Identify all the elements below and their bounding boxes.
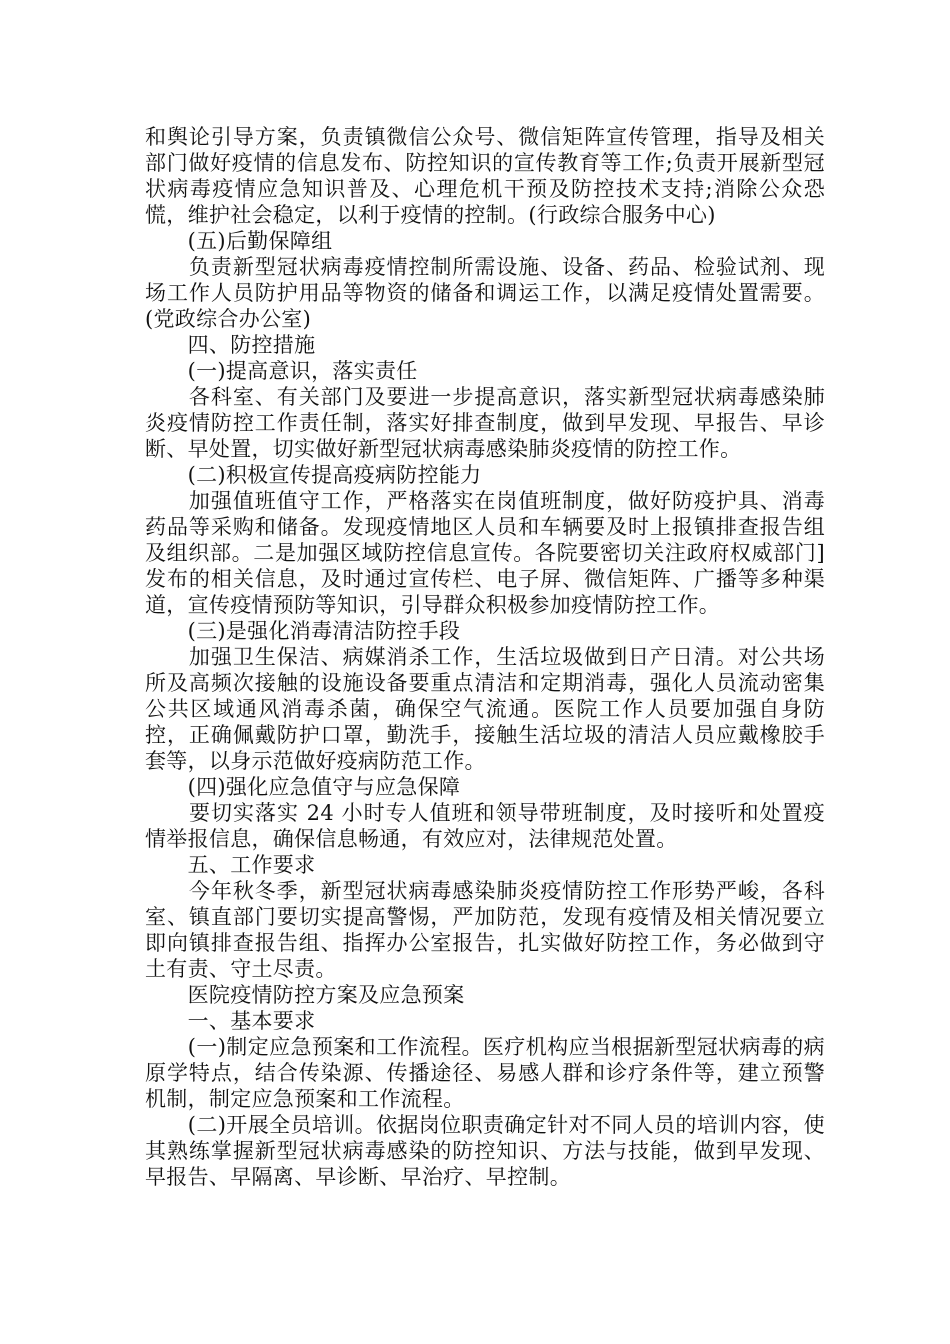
section-heading: (一)提高意识，落实责任 bbox=[145, 359, 418, 383]
section-heading: 一、基本要求 bbox=[145, 1009, 316, 1033]
section-heading: (三)是强化消毒清洁防控手段 bbox=[145, 619, 461, 643]
document-body bbox=[145, 124, 825, 1190]
section-heading: (四)强化应急值守与应急保障 bbox=[145, 775, 461, 799]
paragraph: 负责新型冠状病毒疫情控制所需设施、设备、药品、检验试剂、现场工作人员防护用品等物资的储备和调运工作，以满足疫情处置需要。(党政综合办公室) bbox=[145, 255, 825, 331]
paragraph: (一)制定应急预案和工作流程。医疗机构应当根据新型冠状病毒的病原学特点，结合传染源、传播途径、易感人群和诊疗条件等，建立预警机制，制定应急预案和工作流程。 bbox=[145, 1035, 825, 1111]
section-heading: 四、防控措施 bbox=[145, 333, 316, 357]
paragraph: (二)开展全员培训。依据岗位职责确定针对不同人员的培训内容，使其熟练掌握新型冠状病毒感染的防控知识、方法与技能，做到早发现、早报告、早隔离、早诊断、早治疗、早控制。 bbox=[145, 1113, 825, 1189]
section-heading: 五、工作要求 bbox=[145, 853, 316, 877]
paragraph: 和舆论引导方案，负责镇微信公众号、微信矩阵宣传管理，指导及相关部门做好疫情的信息发布、防控知识的宣传教育等工作;负责开展新型冠状病毒疫情应急知识普及、心理危机干预及防控技术支持;消除公众恐慌，维护社会稳定，以利于疫情的控制。(行政综合服务中心) bbox=[145, 125, 825, 227]
paragraph: 加强值班值守工作，严格落实在岗值班制度，做好防疫护具、消毒药品等采购和储备。发现疫情地区人员和车辆要及时上报镇排查报告组及组织部。二是加强区域防控信息宣传。各院要密切关注政府权威部门]发布的相关信息，及时通过宣传栏、电子屏、微信矩阵、广播等多种渠道，宣传疫情预防等知识，引导群众积极参加疫情防控工作。 bbox=[145, 489, 825, 617]
paragraph: 各科室、有关部门及要进一步提高意识，落实新型冠状病毒感染肺炎疫情防控工作责任制，落实好排查制度，做到早发现、早报告、早诊断、早处置，切实做好新型冠状病毒感染肺炎疫情的防控工作。 bbox=[145, 385, 825, 461]
document-title: 医院疫情防控方案及应急预案 bbox=[145, 983, 465, 1007]
section-heading: (二)积极宣传提高疫病防控能力 bbox=[145, 463, 482, 487]
paragraph: 要切实落实 24 小时专人值班和领导带班制度，及时接听和处置疫情举报信息，确保信息畅通，有效应对，法律规范处置。 bbox=[145, 801, 825, 851]
paragraph: 加强卫生保洁、病媒消杀工作，生活垃圾做到日产日清。对公共场所及高频次接触的设施设备要重点清洁和定期消毒，强化人员流动密集公共区域通风消毒杀菌，确保空气流通。医院工作人员要加强自身防控，正确佩戴防护口罩，勤洗手，接触生活垃圾的清洁人员应戴橡胶手套等，以身示范做好疫病防范工作。 bbox=[145, 645, 825, 773]
section-heading: (五)后勤保障组 bbox=[145, 229, 333, 253]
paragraph: 今年秋冬季，新型冠状病毒感染肺炎疫情防控工作形势严峻，各科室、镇直部门要切实提高警惕，严加防范，发现有疫情及相关情况要立即向镇排查报告组、指挥办公室报告，扎实做好防控工作，务必做到守土有责、守土尽责。 bbox=[145, 879, 825, 981]
